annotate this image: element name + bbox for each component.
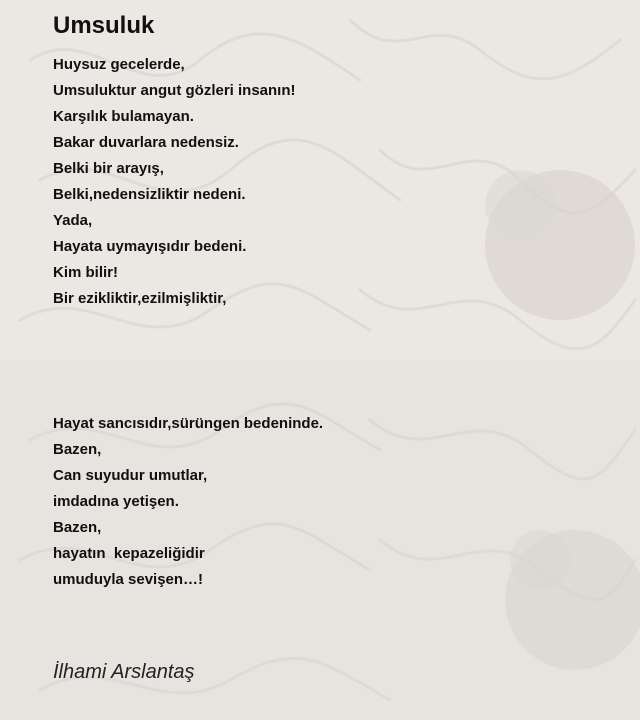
poem-line: Can suyudur umutlar, (53, 467, 208, 484)
poem-line: Umsuluktur angut gözleri insanın! (53, 82, 296, 99)
stanza-1 (53, 52, 296, 312)
poem-line: Bazen, (53, 441, 102, 458)
poem-title: Umsuluk (53, 12, 155, 39)
poem-line: umuduyla sevişen…! (53, 571, 204, 588)
stanza-2 (53, 411, 323, 593)
poem-line: imdadına yetişen. (53, 493, 179, 510)
poem-line: Kim bilir! (53, 264, 119, 281)
poem-line: Karşılık bulamayan. (53, 108, 194, 125)
poem-line: Bazen, (53, 519, 102, 536)
poem-line: Huysuz gecelerde, (53, 56, 185, 73)
poem-line: Hayat sancısıdır,sürüngen bedeninde. (53, 415, 324, 432)
poem-author: İlhami Arslantaş (53, 661, 195, 683)
poem-line: Bir ezikliktir,ezilmişliktir, (53, 290, 227, 307)
poem-line: Bakar duvarlara nedensiz. (53, 134, 239, 151)
poem-line: Belki bir arayış, (53, 160, 164, 177)
poem-line: hayatın kepazeliğidir (53, 545, 205, 562)
poem-line: Yada, (53, 212, 93, 229)
poem-line: Belki,nedensizliktir nedeni. (53, 186, 246, 203)
poem-line: Hayata uymayışıdır bedeni. (53, 238, 247, 255)
